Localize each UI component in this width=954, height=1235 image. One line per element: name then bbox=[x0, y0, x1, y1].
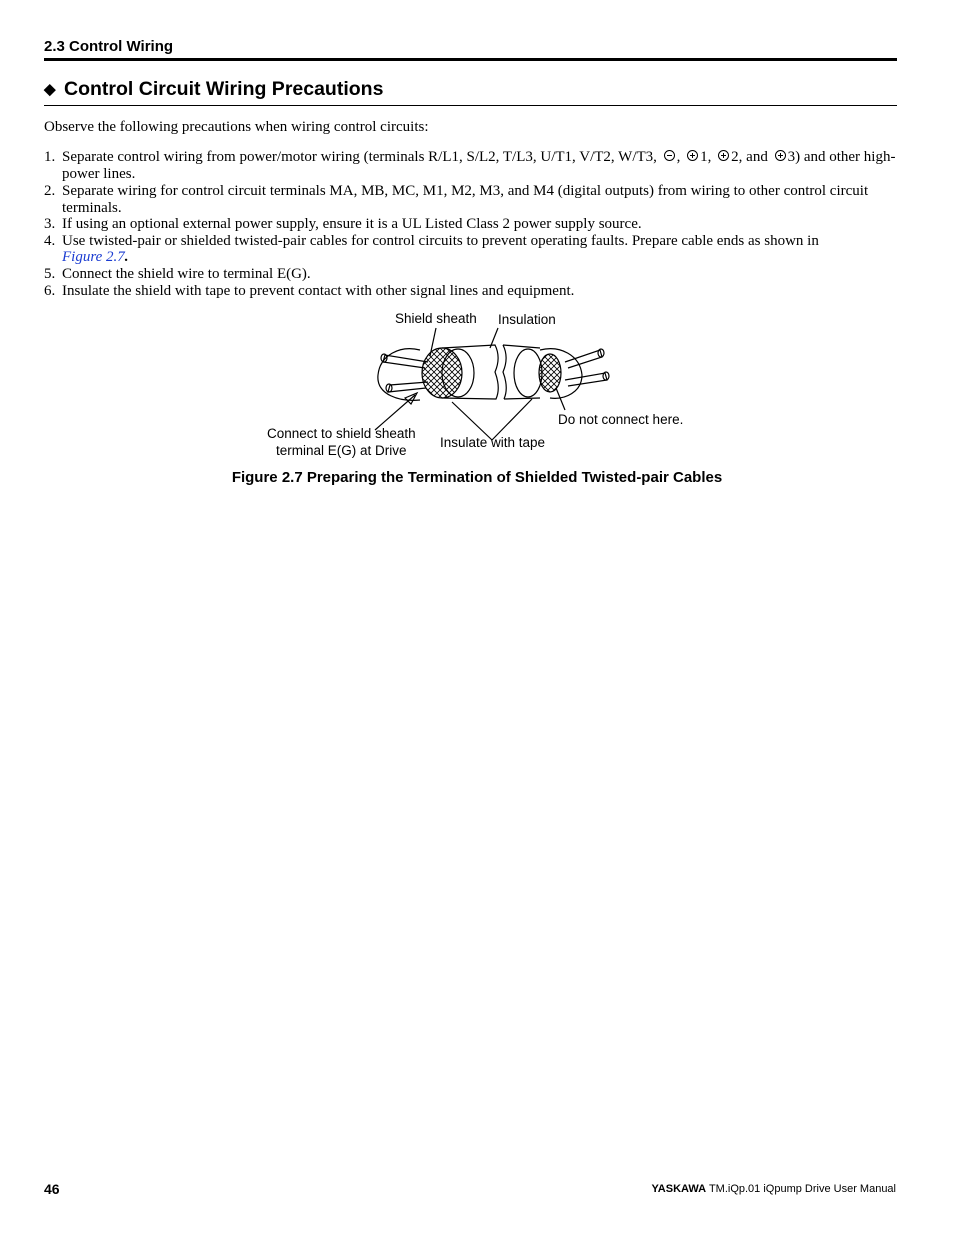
list-item bbox=[44, 266, 900, 283]
brand-name: YASKAWA bbox=[651, 1183, 707, 1195]
list-item bbox=[44, 283, 900, 300]
list-item bbox=[44, 183, 900, 216]
footer-manual-title bbox=[651, 1183, 896, 1195]
list-item bbox=[44, 233, 900, 266]
list-text: . bbox=[124, 249, 129, 265]
leader-do-not-connect bbox=[556, 388, 565, 410]
section-title bbox=[44, 78, 897, 101]
label-connect-line1: Connect to shield sheath bbox=[267, 426, 416, 441]
list-text: 1, bbox=[700, 149, 712, 165]
label-insulation: Insulation bbox=[498, 312, 556, 327]
manual-name: TM.iQp.01 iQpump Drive User Manual bbox=[708, 1183, 896, 1195]
list-item bbox=[44, 149, 900, 182]
page-number: 46 bbox=[44, 1181, 60, 1197]
intro-paragraph: Observe the following precautions when wiring control circuits: bbox=[44, 119, 429, 135]
precautions-list bbox=[44, 149, 900, 300]
label-do-not-connect: Do not connect here. bbox=[558, 412, 684, 427]
leader-tape-right bbox=[492, 399, 532, 440]
list-text: Insulate the shield with tape to prevent contact with other signal lines and equipment. bbox=[62, 283, 575, 299]
cable-body-right bbox=[503, 345, 540, 399]
header-rule bbox=[44, 58, 897, 61]
list-text: If using an optional external power supply, ensure it is a UL Listed Class 2 power supply source. bbox=[62, 216, 642, 232]
right-insulation bbox=[514, 349, 542, 397]
list-number: 5. bbox=[44, 265, 56, 282]
label-connect-line2: terminal E(G) at Drive bbox=[276, 443, 407, 458]
list-text: , bbox=[676, 149, 681, 165]
list-number: 2. bbox=[44, 183, 56, 199]
list-text: Separate wiring for control circuit terminals MA, MB, MC, M1, M2, M3, and M4 (digital outputs) from wiring to other control circuit terminals. bbox=[62, 183, 869, 216]
section-rule bbox=[44, 105, 897, 106]
list-item bbox=[44, 216, 900, 233]
list-number: 3. bbox=[44, 216, 56, 232]
plus-terminal-icon bbox=[718, 150, 729, 161]
label-shield-sheath: Shield sheath bbox=[395, 311, 477, 326]
plus-terminal-icon bbox=[775, 150, 786, 161]
left-wire-upper bbox=[383, 355, 428, 368]
list-text: Separate control wiring from power/motor wiring (terminals R/L1, S/L2, T/L3, U/T1, V/T2, W/T3, bbox=[62, 149, 657, 165]
leader-connect bbox=[375, 395, 415, 430]
list-number: 4. bbox=[44, 232, 56, 249]
list-text: Use twisted-pair or shielded twisted-pair cables for control circuits to prevent operating faults. Prepare cable ends as shown in bbox=[62, 232, 819, 249]
diamond-bullet-icon: ◆ bbox=[44, 81, 56, 98]
label-insulate-tape: Insulate with tape bbox=[440, 435, 546, 450]
right-wire-upper bbox=[565, 350, 602, 368]
section-title-text: Control Circuit Wiring Precautions bbox=[64, 78, 384, 100]
list-text: Connect the shield wire to terminal E(G). bbox=[62, 265, 311, 282]
list-number: 1. bbox=[44, 149, 56, 165]
running-header: 2.3 Control Wiring bbox=[44, 38, 174, 55]
cable-termination-figure bbox=[260, 300, 720, 470]
plus-terminal-icon bbox=[687, 150, 698, 161]
list-text: 2, and bbox=[731, 149, 768, 165]
right-wire-lower bbox=[565, 373, 607, 386]
right-braid bbox=[539, 354, 561, 392]
left-wire-lower bbox=[388, 382, 428, 392]
minus-terminal-icon bbox=[664, 150, 675, 161]
figure-link[interactable]: Figure 2.7 bbox=[62, 249, 125, 265]
list-text: 3) and other high-power lines. bbox=[62, 149, 896, 182]
figure-caption: Figure 2.7 Preparing the Termination of Shielded Twisted-pair Cables bbox=[231, 469, 723, 486]
cable-break bbox=[503, 345, 506, 399]
list-number: 6. bbox=[44, 283, 56, 299]
